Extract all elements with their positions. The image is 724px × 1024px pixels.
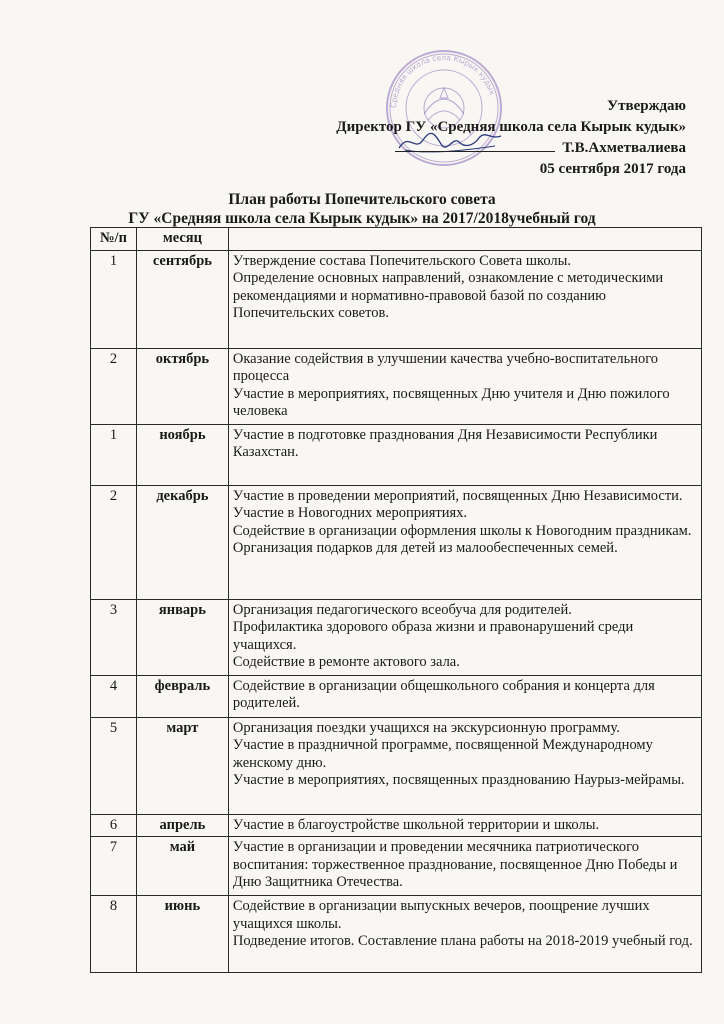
approval-block xyxy=(336,96,686,180)
activity-item: Содействие в организации выпускных вечеров, поощрение лучших учащихся школы. xyxy=(232,898,650,932)
activity-item: Участие в благоустройстве школьной территории и школы. xyxy=(232,816,600,833)
activity-item: Оказание содействия в улучшении качества учебно-воспитательного процесса xyxy=(232,350,659,384)
activity-item: Содействие в организации оформления школы к Новогодним праздникам. xyxy=(232,522,692,539)
header-number: №/п xyxy=(91,228,137,251)
row-number: 3 xyxy=(91,599,137,675)
activity-item: Участие в организации и проведении месячника патриотического воспитания: торжественное празднование, посвященное Дню Победы и Дню Защитника Отечества. xyxy=(232,839,678,890)
table-row xyxy=(91,675,702,717)
activity-item: Участие в Новогодних мероприятиях. xyxy=(232,505,468,521)
plan-table xyxy=(90,227,702,973)
activity-item: Участие в мероприятиях, посвященных Дню учителя и Дню пожилого человека xyxy=(232,385,670,419)
table-row xyxy=(91,837,702,896)
row-activities xyxy=(228,348,701,424)
row-number: 7 xyxy=(91,837,137,896)
row-activities xyxy=(228,424,701,485)
row-month: май xyxy=(136,837,228,896)
activity-item: Утверждение состава Попечительского Совета школы. xyxy=(232,252,571,269)
activity-item: Содействие в организации общешкольного собрания и концерта для родителей. xyxy=(232,677,655,711)
plan-title-line2: ГУ «Средняя школа села Кырык кудык» на 2017/2018учебный год xyxy=(128,210,596,227)
row-month: декабрь xyxy=(136,485,228,599)
row-number: 1 xyxy=(91,424,137,485)
activity-item: Определение основных направлений, ознакомление с методическими рекомендациями и нормативно-правовой базой по созданию Попечительских советов. xyxy=(232,270,664,321)
row-month: октябрь xyxy=(136,348,228,424)
row-month: июнь xyxy=(136,896,228,973)
table-row xyxy=(91,599,702,675)
table-row xyxy=(91,814,702,837)
activity-item: Участие в мероприятиях, посвященных празднованию Наурыз-мейрамы. xyxy=(232,772,685,788)
row-month: сентябрь xyxy=(136,250,228,348)
approval-date: 05 сентября 2017 года xyxy=(539,161,686,177)
table-row xyxy=(91,717,702,814)
plan-title xyxy=(0,190,724,228)
table-row xyxy=(91,424,702,485)
activity-item: Организация подарков для детей из малообеспеченных семей. xyxy=(232,540,618,556)
row-number: 4 xyxy=(91,675,137,717)
row-activities xyxy=(228,485,701,599)
row-month: февраль xyxy=(136,675,228,717)
table-row xyxy=(91,250,702,348)
row-activities xyxy=(228,250,701,348)
row-activities xyxy=(228,717,701,814)
signer-name: Т.В.Ахметвалиева xyxy=(562,140,686,156)
activity-item: Организация педагогического всеобуча для родителей. xyxy=(232,601,572,618)
row-number: 2 xyxy=(91,485,137,599)
header-activities xyxy=(228,228,701,251)
approve-word: Утверждаю xyxy=(607,98,686,114)
row-month: январь xyxy=(136,599,228,675)
row-activities xyxy=(228,675,701,717)
row-activities xyxy=(228,599,701,675)
activity-item: Подведение итогов. Составление плана работы на 2018-2019 учебный год. xyxy=(232,933,693,949)
stamp-ring-text: Средняя школа села Кырык кудык xyxy=(388,52,498,109)
table-header-row xyxy=(91,228,702,251)
row-activities xyxy=(228,896,701,973)
signature-underline xyxy=(395,151,555,152)
director-line: Директор ГУ «Средняя школа села Кырык кудык» xyxy=(336,119,686,135)
row-number: 6 xyxy=(91,814,137,837)
row-activities xyxy=(228,837,701,896)
row-number: 1 xyxy=(91,250,137,348)
table-row xyxy=(91,348,702,424)
activity-item: Содействие в ремонте актового зала. xyxy=(232,654,460,670)
activity-item: Организация поездки учащихся на экскурсионную программу. xyxy=(232,719,620,736)
table-row xyxy=(91,896,702,973)
row-month: апрель xyxy=(136,814,228,837)
row-month: ноябрь xyxy=(136,424,228,485)
activity-item: Профилактика здорового образа жизни и правонарушений среди учащихся. xyxy=(232,619,634,653)
row-number: 2 xyxy=(91,348,137,424)
row-number: 5 xyxy=(91,717,137,814)
table-row xyxy=(91,485,702,599)
row-number: 8 xyxy=(91,896,137,973)
plan-title-line1: План работы Попечительского совета xyxy=(228,191,496,208)
activity-item: Участие в подготовке празднования Дня Независимости Республики Казахстан. xyxy=(232,426,658,460)
row-month: март xyxy=(136,717,228,814)
activity-item: Участие в праздничной программе, посвященной Международному женскому дню. xyxy=(232,737,653,771)
activity-item: Участие в проведении мероприятий, посвященных Дню Независимости. xyxy=(232,487,683,504)
header-month: месяц xyxy=(136,228,228,251)
row-activities xyxy=(228,814,701,837)
